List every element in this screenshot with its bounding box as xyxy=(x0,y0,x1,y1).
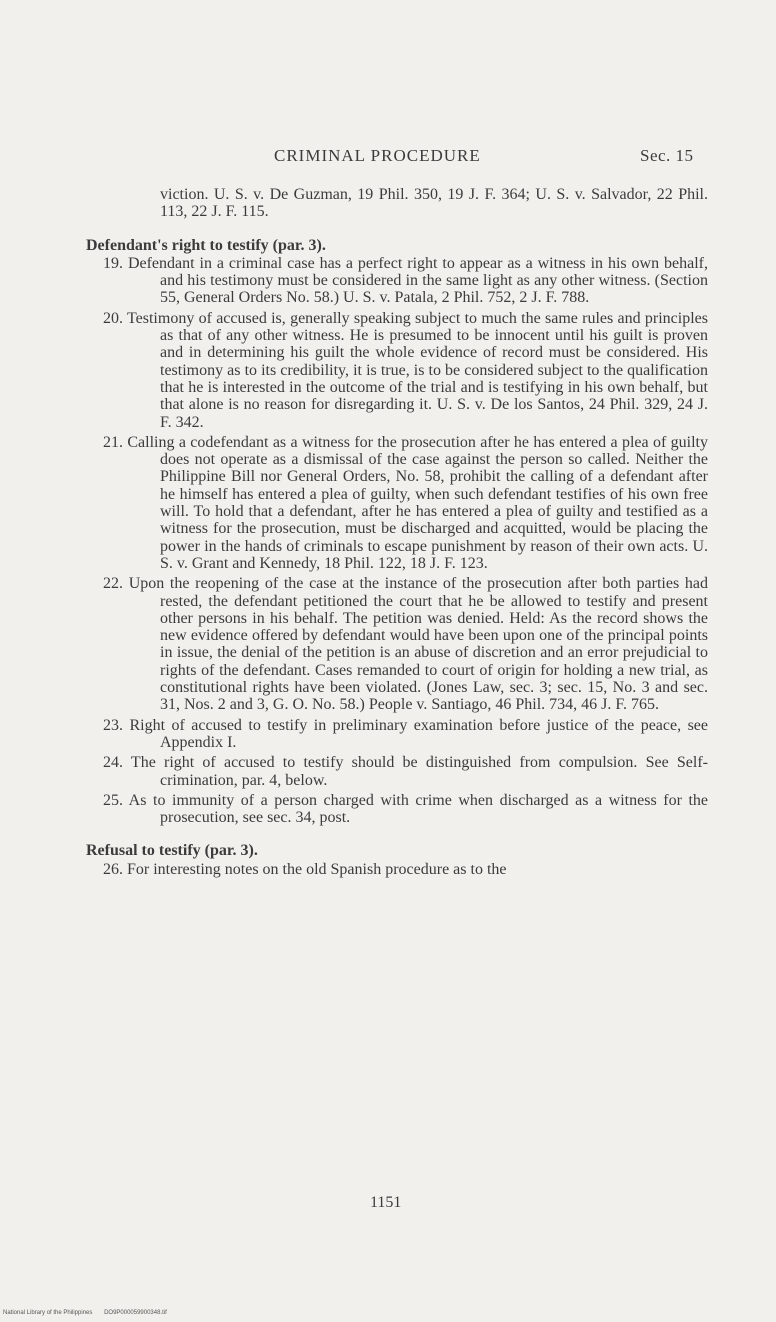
continuation-paragraph: viction. U. S. v. De Guzman, 19 Phil. 350, 19 J. F. 364; U. S. v. Salvador, 22 Phil. 113, 22 J. F. 115. xyxy=(160,186,708,221)
header-title: CRIMINAL PROCEDURE xyxy=(274,146,481,165)
note-number: 22. xyxy=(103,575,123,593)
running-header xyxy=(0,146,776,170)
note-text: As to immunity of a person charged with crime when discharged as a witness for the prosecution, see sec. 34, post. xyxy=(128,791,708,827)
section-heading-right-to-testify: Defendant's right to testify (par. 3). xyxy=(86,236,326,254)
header-section: Sec. 15 xyxy=(640,146,694,165)
note-item xyxy=(86,434,708,572)
note-text: Calling a codefendant as a witness for the prosecution after he has entered a plea of guilty does not operate as a dismissal of the case against the person so called. Neither the Philippine Bill nor General Orders, No. 58, prohibit the calling of a defendant after he himself has entered a plea of guilty, when such defendant testifies of his own free will. To hold that a defendant, after he has entered a plea of guilty and testified as a witness for the prosecution, must be discharged and acquitted, would be placing the power in the hands of criminals to escape punishment by reason of their own acts. U. S. v. Grant and Kennedy, 18 Phil. 122, 18 J. F. 123. xyxy=(127,433,708,572)
note-text: Right of accused to testify in preliminary examination before justice of the peace, see Appendix I. xyxy=(129,716,709,751)
footer-library: National Library of the Philippines xyxy=(3,1310,93,1316)
note-item xyxy=(86,717,708,752)
note-item xyxy=(86,861,708,878)
note-number: 20. xyxy=(103,309,123,327)
note-number: 21. xyxy=(103,433,123,451)
note-text: Testimony of accused is, generally speaking subject to much the same rules and principles as that of any other witness. He is presumed to be innocent until his guilt is proven and in determining his guilt the whole evidence of record must be considered. His testimony as to its credibility, it is true, is to be considered subject to the qualification that he is interested in the outcome of the trial and is testifying in his own behalf, but that alone is no reason for disregarding it. U. S. v. De los Santos, 24 Phil. 329, 24 J. F. 342. xyxy=(127,309,708,431)
note-number: 19. xyxy=(103,254,123,272)
note-item xyxy=(86,754,708,789)
note-number: 26. xyxy=(103,860,123,878)
note-item xyxy=(86,792,708,827)
note-item xyxy=(86,310,708,431)
footer-code: DO9P000059900348.tif xyxy=(104,1310,167,1316)
scan-footer xyxy=(3,1310,167,1316)
note-text: For interesting notes on the old Spanish procedure as to the xyxy=(127,860,507,878)
note-number: 23. xyxy=(103,716,123,734)
page-number: 1151 xyxy=(370,1194,402,1211)
note-text: The right of accused to testify should be distinguished from compulsion. See Self-crimination, par. 4, below. xyxy=(130,754,708,789)
note-text: Upon the reopening of the case at the instance of the prosecution after both parties had rested, the defendant petitioned the court that he be allowed to testify and present other persons in his behalf. The petition was denied. Held: As the record shows the new evidence offered by defendant would have been upon one of the principal points in issue, the denial of the petition is an abuse of discretion and an error prejudicial to rights of the defendant. Cases remanded to court of origin for holding a new trial, as constitutional rights have been violated. (Jones Law, sec. 3; sec. 15, No. 3 and sec. 31, Nos. 2 and 3, G. O. No. 58.) People v. Santiago, 46 Phil. 734, 46 J. F. 765. xyxy=(128,575,708,714)
note-number: 24. xyxy=(103,754,123,772)
note-number: 25. xyxy=(103,791,123,809)
section-heading-refusal-to-testify: Refusal to testify (par. 3). xyxy=(86,842,258,860)
note-item xyxy=(86,255,708,307)
note-text: Defendant in a criminal case has a perfect right to appear as a witness in his own behalf, and his testimony must be considered in the same light as any other witness. (Section 55, General Orders No. 58.) U. S. v. Patala, 2 Phil. 752, 2 J. F. 788. xyxy=(127,254,709,307)
page-body xyxy=(86,186,708,881)
note-item xyxy=(86,575,708,713)
